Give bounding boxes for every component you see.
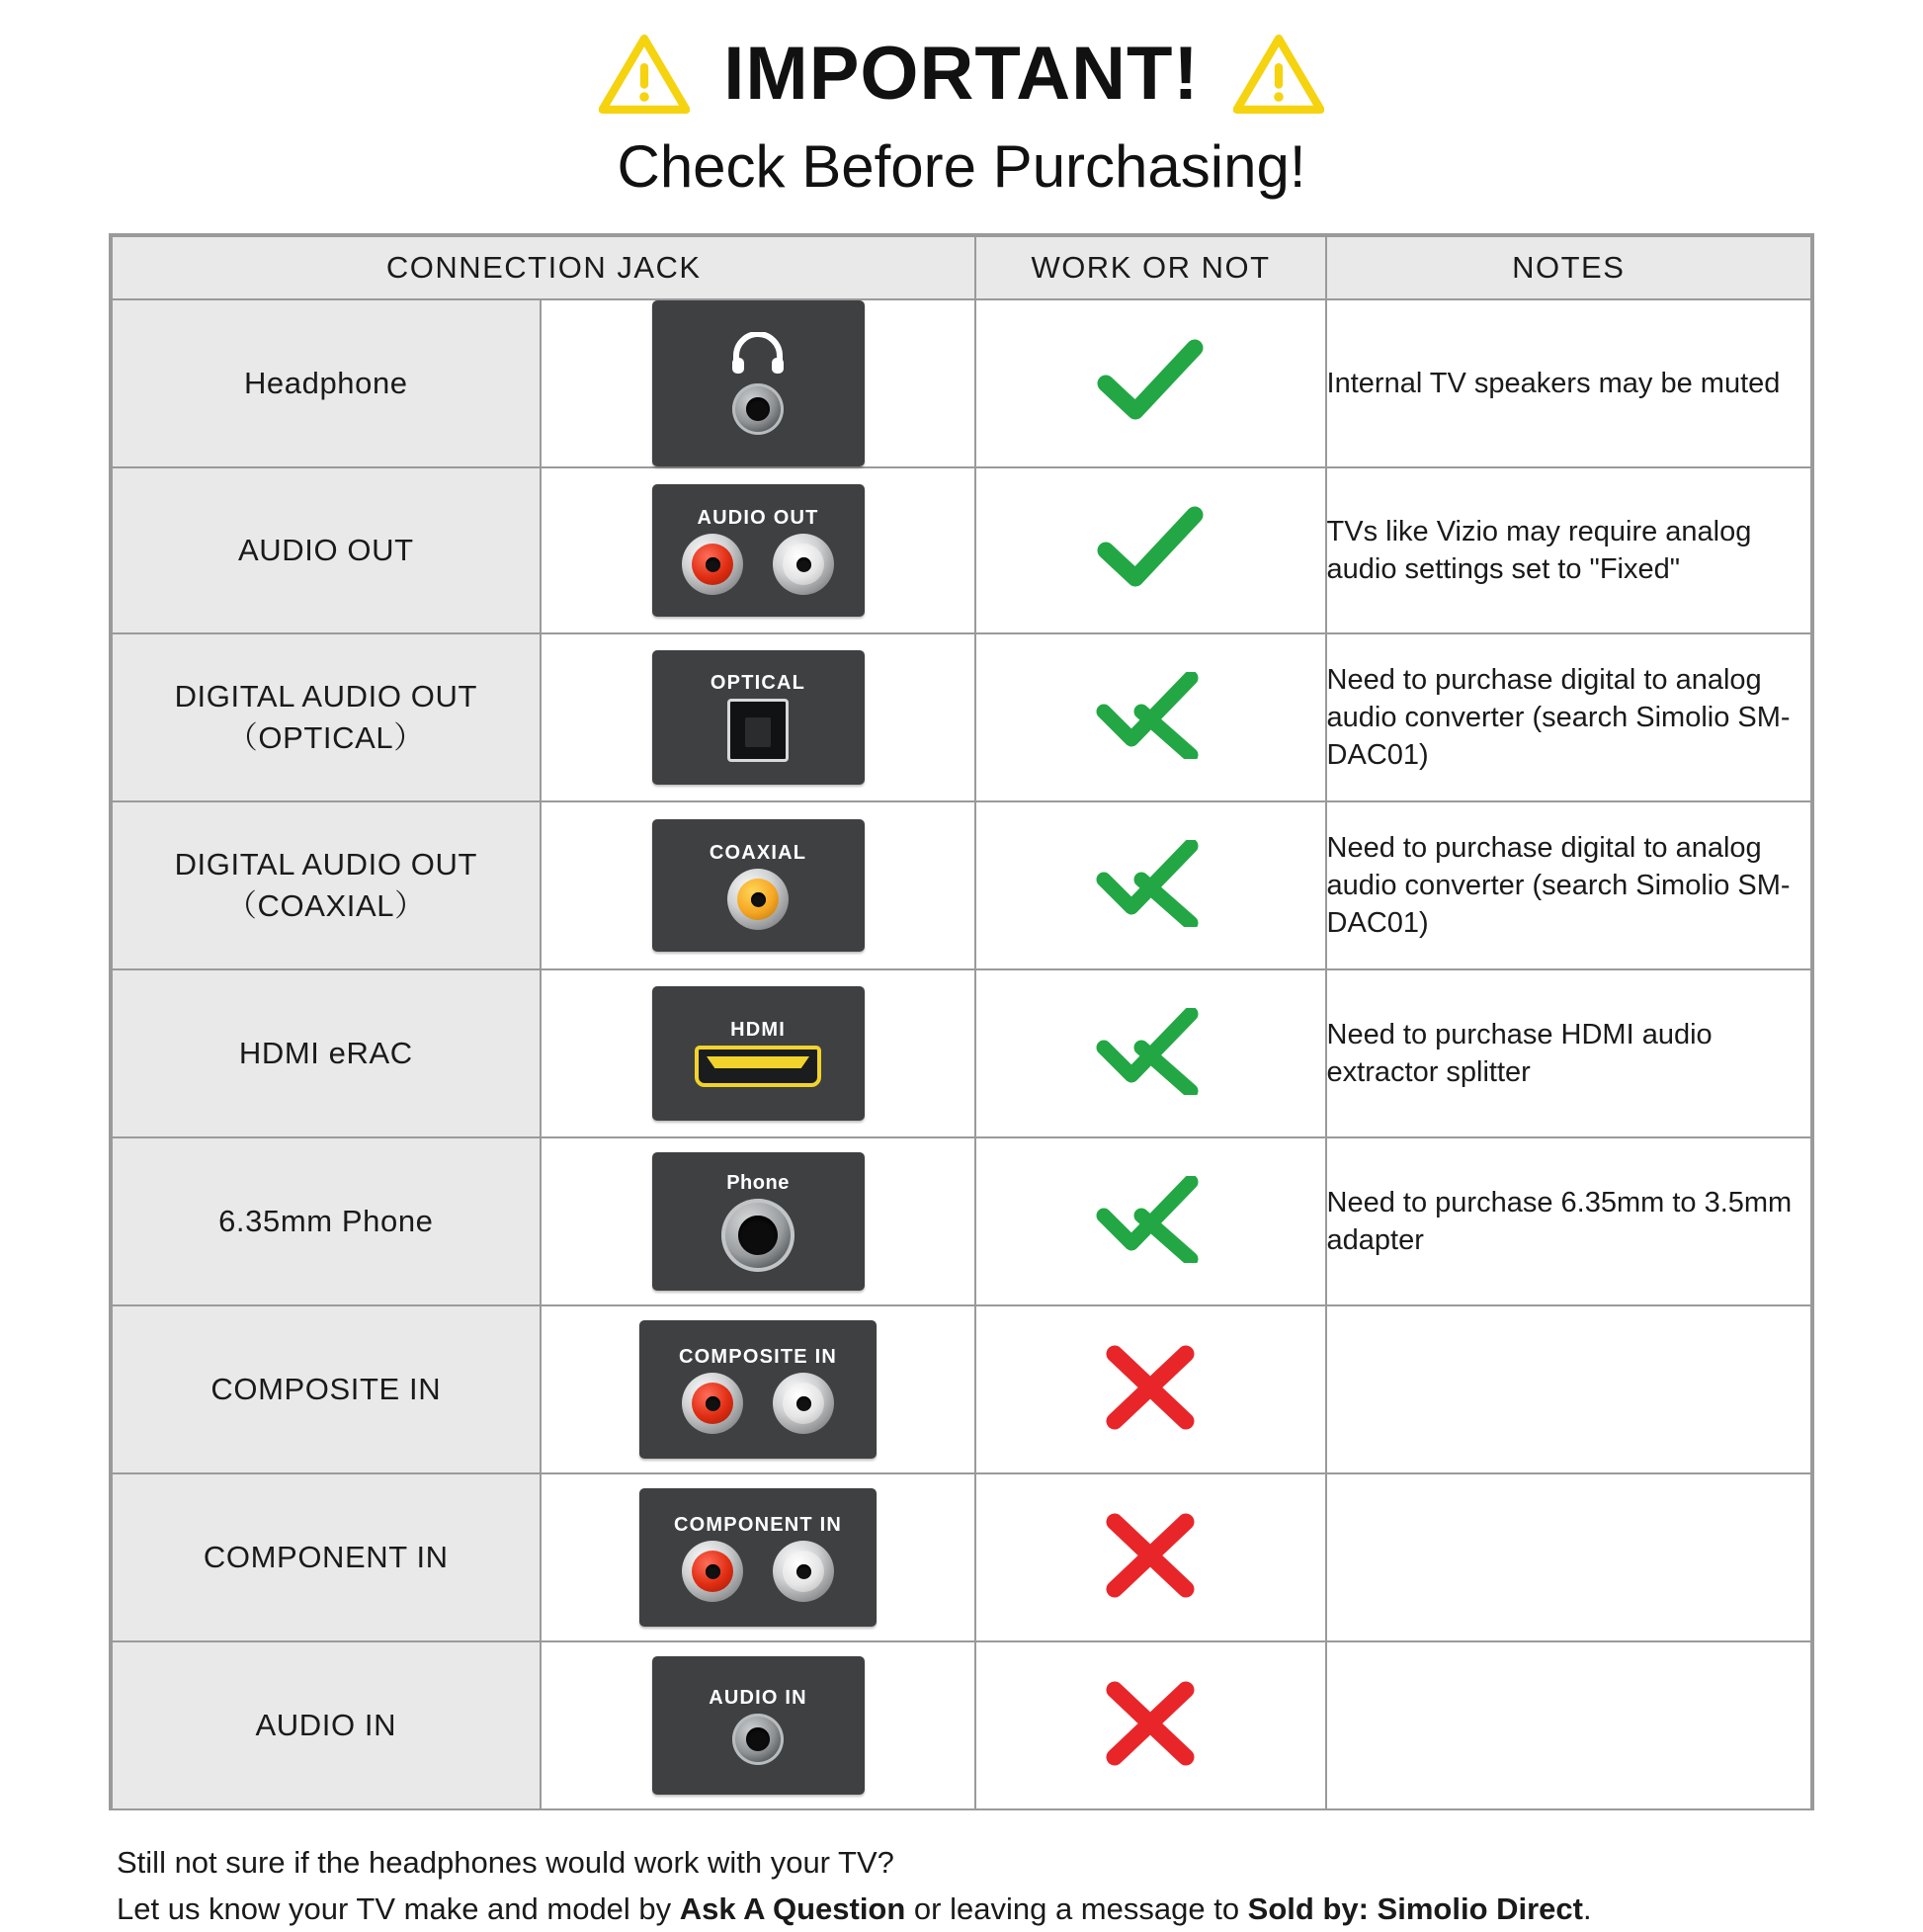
jack-name-main: DIGITAL AUDIO OUT [175, 679, 477, 714]
notes-cell [1326, 1473, 1811, 1641]
notes-cell: Need to purchase digital to analog audio converter (search Simolio SM-DAC01) [1326, 801, 1811, 969]
jack-image-cell [541, 299, 976, 467]
headphones-glyph-icon [730, 332, 786, 374]
jack-image-cell [541, 969, 976, 1137]
jack-image-cell [541, 1137, 976, 1305]
jack-name [112, 633, 541, 801]
jack-name-sub: （OPTICAL） [113, 717, 540, 759]
component-in-jack-icon [639, 1488, 877, 1627]
jack-3-5mm-hole-icon [732, 1714, 784, 1765]
plate-label: OPTICAL [711, 673, 805, 693]
status-cross-icon [1103, 1680, 1198, 1767]
column-header-work-or-not: WORK OR NOT [975, 236, 1325, 299]
status-cell [975, 1641, 1325, 1809]
plate-label: Phone [726, 1173, 790, 1193]
phone-635-jack-icon [652, 1152, 865, 1291]
warning-triangle-icon [599, 33, 690, 116]
table-row [112, 969, 1811, 1137]
compatibility-table [109, 233, 1814, 1810]
status-check-with-adapter-icon [1096, 672, 1205, 759]
plate-label: HDMI [730, 1020, 786, 1040]
rca-jack-red [682, 1373, 743, 1434]
plate-label: COMPONENT IN [674, 1515, 842, 1535]
status-cross-icon [1103, 1344, 1198, 1431]
jack-image-cell [541, 801, 976, 969]
status-check-with-adapter-icon [1096, 840, 1205, 927]
jack-3-5mm-hole-icon [732, 383, 784, 435]
notes-cell: Need to purchase HDMI audio extractor splitter [1326, 969, 1811, 1137]
jack-name: HDMI eRAC [112, 969, 541, 1137]
jack-image-cell [541, 633, 976, 801]
rca-jack-red [682, 1541, 743, 1602]
page-title: IMPORTANT! [723, 37, 1199, 112]
coaxial-rca-jack-icon [652, 819, 865, 952]
jack-name: AUDIO OUT [112, 467, 541, 633]
status-cell [975, 633, 1325, 801]
footer-text-3: . [1583, 1891, 1592, 1926]
rca-pair [682, 1541, 834, 1602]
ask-a-question-link[interactable]: Ask A Question [680, 1891, 906, 1926]
audio-in-jack-icon [652, 1656, 865, 1795]
jack-image-cell [541, 1305, 976, 1473]
rca-jack-white [773, 1373, 834, 1434]
table-row [112, 1473, 1811, 1641]
table-row [112, 633, 1811, 801]
jack-image-cell [541, 467, 976, 633]
table-header-row [112, 236, 1811, 299]
rca-pair [682, 534, 834, 595]
rca-jack-white [773, 534, 834, 595]
header [0, 20, 1923, 200]
plate-label: COAXIAL [710, 843, 806, 863]
toslink-port [727, 699, 789, 762]
rca-jack-red [682, 534, 743, 595]
column-header-connection-jack: CONNECTION JACK [112, 236, 975, 299]
status-cell [975, 801, 1325, 969]
notes-cell: Need to purchase digital to analog audio converter (search Simolio SM-DAC01) [1326, 633, 1811, 801]
jack-name: Headphone [112, 299, 541, 467]
jack-image-cell [541, 1641, 976, 1809]
composite-in-jack-icon [639, 1320, 877, 1459]
notes-cell: Need to purchase 6.35mm to 3.5mm adapter [1326, 1137, 1811, 1305]
page-subtitle: Check Before Purchasing! [0, 134, 1923, 200]
hdmi-port-icon [652, 986, 865, 1121]
jack-name: 6.35mm Phone [112, 1137, 541, 1305]
hdmi-connector [695, 1046, 821, 1087]
notes-cell: Internal TV speakers may be muted [1326, 299, 1811, 467]
footer-line-1: Still not sure if the headphones would work with your TV? [117, 1840, 1806, 1887]
table-row [112, 299, 1811, 467]
column-header-notes: NOTES [1326, 236, 1811, 299]
plate-label: AUDIO OUT [698, 508, 819, 528]
rca-single [727, 869, 789, 930]
plate-label: AUDIO IN [709, 1688, 807, 1708]
rca-jack-white [773, 1541, 834, 1602]
jack-6-35mm-hole-icon [721, 1199, 794, 1272]
table-row [112, 1305, 1811, 1473]
footer-line-2 [117, 1887, 1806, 1932]
jack-image-cell [541, 1473, 976, 1641]
jack-name-sub: （COAXIAL） [113, 885, 540, 927]
table-row [112, 1137, 1811, 1305]
warning-triangle-icon [1233, 33, 1324, 116]
status-cell [975, 299, 1325, 467]
rca-jack-yellow [727, 869, 789, 930]
seller-name[interactable]: Sold by: Simolio Direct [1248, 1891, 1583, 1926]
jack-name: COMPOSITE IN [112, 1305, 541, 1473]
status-check-with-adapter-icon [1096, 1176, 1205, 1263]
table-row [112, 1641, 1811, 1809]
status-cell [975, 1305, 1325, 1473]
status-check-with-adapter-icon [1096, 1008, 1205, 1095]
optical-toslink-jack-icon [652, 650, 865, 785]
notes-cell [1326, 1305, 1811, 1473]
jack-name [112, 801, 541, 969]
jack-name: AUDIO IN [112, 1641, 541, 1809]
table-row [112, 467, 1811, 633]
status-cell [975, 1473, 1325, 1641]
headphone-jack-icon [652, 300, 865, 466]
status-cross-icon [1103, 1512, 1198, 1599]
plate-label: COMPOSITE IN [679, 1347, 837, 1367]
footer-text-1: Let us know your TV make and model by [117, 1891, 680, 1926]
status-cell [975, 1137, 1325, 1305]
header-title-row [0, 20, 1923, 128]
jack-name: COMPONENT IN [112, 1473, 541, 1641]
notes-cell [1326, 1641, 1811, 1809]
footer-text-2: or leaving a message to [905, 1891, 1247, 1926]
table-row [112, 801, 1811, 969]
notes-cell: TVs like Vizio may require analog audio settings set to "Fixed" [1326, 467, 1811, 633]
status-cell [975, 467, 1325, 633]
status-check-icon [1096, 338, 1205, 425]
status-cell [975, 969, 1325, 1137]
rca-pair [682, 1373, 834, 1434]
rca-stereo-jack-icon [652, 484, 865, 617]
jack-name-main: DIGITAL AUDIO OUT [175, 847, 477, 882]
footer [117, 1840, 1806, 1932]
status-check-icon [1096, 505, 1205, 592]
